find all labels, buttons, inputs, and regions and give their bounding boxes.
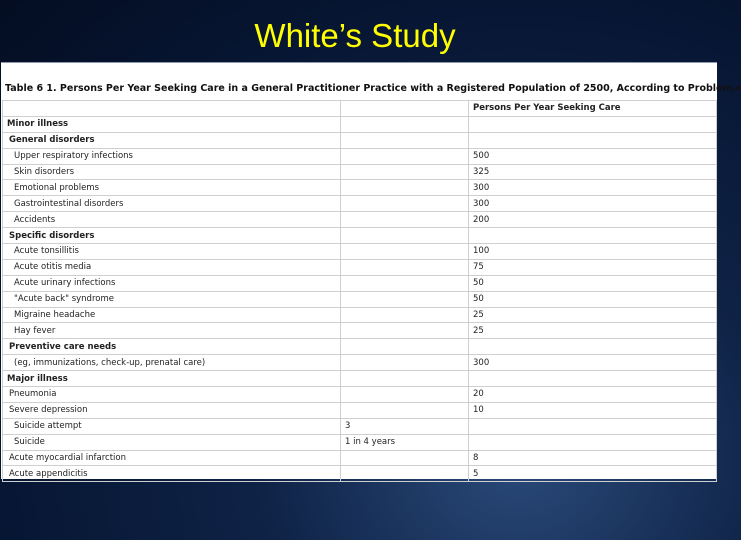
- problem-cell: Acute appendicitis: [3, 466, 341, 482]
- persons-per-year-cell: 8: [469, 450, 717, 466]
- middle-cell: [341, 307, 469, 323]
- problem-cell: Preventive care needs: [3, 339, 341, 355]
- problem-cell: Acute tonsillitis: [3, 244, 341, 260]
- persons-per-year-cell: 500: [469, 148, 717, 164]
- table-row: [3, 307, 717, 323]
- slide-title: White’s Study: [254, 17, 456, 54]
- middle-cell: [341, 371, 469, 387]
- table-row: [3, 275, 717, 291]
- persons-per-year-cell: 20: [469, 387, 717, 403]
- table-row: [3, 228, 717, 244]
- persons-per-year-cell: 200: [469, 212, 717, 228]
- problem-cell: Acute myocardial infarction: [3, 450, 341, 466]
- middle-cell: 1 in 4 years: [341, 434, 469, 450]
- persons-per-year-cell: [469, 434, 717, 450]
- problem-cell: Suicide: [3, 434, 341, 450]
- middle-cell: [341, 275, 469, 291]
- table-row: [3, 402, 717, 418]
- persons-per-year-cell: [469, 228, 717, 244]
- table-row: [3, 323, 717, 339]
- table-row: [3, 259, 717, 275]
- problem-cell: Suicide attempt: [3, 418, 341, 434]
- middle-cell: [341, 164, 469, 180]
- table-row: [3, 339, 717, 355]
- middle-cell: [341, 355, 469, 371]
- problem-cell: Acute otitis media: [3, 259, 341, 275]
- persons-per-year-cell: 325: [469, 164, 717, 180]
- middle-cell: [341, 450, 469, 466]
- persons-per-year-cell: [469, 371, 717, 387]
- problem-cell: Upper respiratory infections: [3, 148, 341, 164]
- problem-cell: Hay fever: [3, 323, 341, 339]
- middle-cell: 3: [341, 418, 469, 434]
- persons-per-year-cell: [469, 132, 717, 148]
- problem-cell: Specific disorders: [3, 228, 341, 244]
- middle-cell: [341, 291, 469, 307]
- persons-per-year-cell: 10: [469, 402, 717, 418]
- middle-cell: [341, 323, 469, 339]
- problem-cell: Emotional problems: [3, 180, 341, 196]
- problem-cell: Accidents: [3, 212, 341, 228]
- problem-cell: Pneumonia: [3, 387, 341, 403]
- persons-per-year-cell: [469, 339, 717, 355]
- middle-cell: [341, 339, 469, 355]
- persons-per-year-cell: 50: [469, 275, 717, 291]
- persons-per-year-cell: 300: [469, 180, 717, 196]
- problem-cell: Severe depression: [3, 402, 341, 418]
- persons-per-year-cell: [469, 116, 717, 132]
- problem-cell: Minor illness: [3, 116, 341, 132]
- table-row: [3, 291, 717, 307]
- caption-footnote-marker: a: [736, 84, 741, 92]
- problem-cell: Gastrointestinal disorders: [3, 196, 341, 212]
- middle-cell: [341, 228, 469, 244]
- persons-per-year-cell: 5: [469, 466, 717, 482]
- problem-cell: "Acute back" syndrome: [3, 291, 341, 307]
- table-row: [3, 180, 717, 196]
- persons-per-year-cell: [469, 418, 717, 434]
- problem-cell: Skin disorders: [3, 164, 341, 180]
- middle-cell: [341, 116, 469, 132]
- header-cell: [3, 101, 341, 117]
- table-row: [3, 116, 717, 132]
- middle-cell: [341, 132, 469, 148]
- data-table: [2, 100, 717, 482]
- problem-cell: Major illness: [3, 371, 341, 387]
- table-row: [3, 212, 717, 228]
- table-row: [3, 466, 717, 482]
- table-row: [3, 196, 717, 212]
- table-row: [3, 371, 717, 387]
- middle-cell: [341, 466, 469, 482]
- middle-cell: [341, 212, 469, 228]
- persons-per-year-cell: 75: [469, 259, 717, 275]
- problem-cell: Acute urinary infections: [3, 275, 341, 291]
- persons-per-year-cell: 50: [469, 291, 717, 307]
- persons-per-year-cell: 100: [469, 244, 717, 260]
- persons-per-year-cell: 300: [469, 355, 717, 371]
- middle-cell: [341, 244, 469, 260]
- persons-per-year-cell: 25: [469, 323, 717, 339]
- table-row: [3, 164, 717, 180]
- table-row: [3, 387, 717, 403]
- header-cell: [341, 101, 469, 117]
- table-row: [3, 418, 717, 434]
- problem-cell: (eg, immunizations, check-up, prenatal care): [3, 355, 341, 371]
- table-body: [3, 101, 717, 482]
- table-row: [3, 450, 717, 466]
- middle-cell: [341, 387, 469, 403]
- header-cell-persons-per-year: Persons Per Year Seeking Care: [469, 101, 717, 117]
- middle-cell: [341, 259, 469, 275]
- table-row: [3, 434, 717, 450]
- caption-text: Table 6 1. Persons Per Year Seeking Care in a General Practitioner Practice with a Registered Population of 2500, According to Problem.: [5, 82, 736, 94]
- middle-cell: [341, 402, 469, 418]
- table-row: [3, 244, 717, 260]
- problem-cell: General disorders: [3, 132, 341, 148]
- table-row: [3, 132, 717, 148]
- table-row: [3, 355, 717, 371]
- persons-per-year-cell: 300: [469, 196, 717, 212]
- table-caption: [2, 76, 741, 100]
- middle-cell: [341, 196, 469, 212]
- table-row: [3, 148, 717, 164]
- middle-cell: [341, 180, 469, 196]
- table-header-row: [3, 101, 717, 117]
- problem-cell: Migraine headache: [3, 307, 341, 323]
- persons-per-year-cell: 25: [469, 307, 717, 323]
- middle-cell: [341, 148, 469, 164]
